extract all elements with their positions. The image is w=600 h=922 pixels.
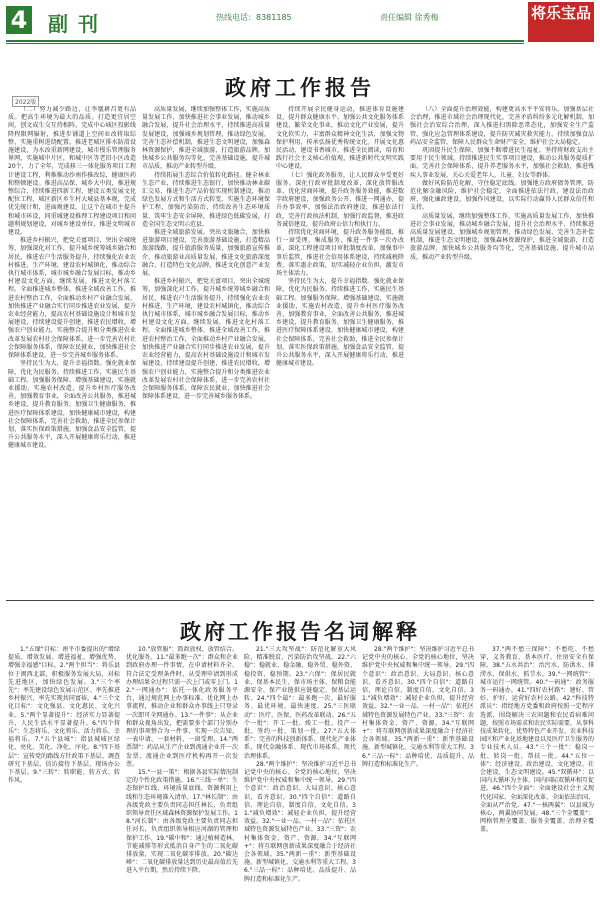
article-column-1 [8, 106, 136, 594]
article-column-3 [276, 106, 404, 594]
page-number: 4 [6, 6, 32, 34]
paragraph: 高质量发展，继续加强整体工作，实施高质量发展工作，加快推进社会事业发展，推动城乡融合发展，提升社会治理水平，持续推进高质量发展建设，加强城乡规划管理，推动绿色发展，完善生态补偿机制，推进生态文明建设，加强森林资源保护，推进全域旅游，打造旅游品牌，加快城乡公共服务均等化，完善基础设施，提升城市品质，推动产业转型升级。 [410, 212, 594, 261]
glossary-entry: 21."三大攻坚战"：防范化解重大风险、精准脱贫、污染防治攻坚战。22."六稳"：稳就业、稳金融、稳外贸、稳外资、稳投资、稳预期。23."六保"：保居民就业、保基本民生、保市场主体、保粮食能源安全、保产业链供应链稳定、保基层运转。24."四个最"：最多跑一次、最好服务、最优环境、最快速度。25."三医联动"：医疗、医保、医药改革联动。26."五个一批"：开工一批、竣工一批、投产一批、签约一批、策划一批。27."五大体系"：完善的科技创新体系、现代化产业体系、现代金融体系、现代市场体系、现代治理体系。 [244, 646, 356, 760]
article-title: 政府工作报告 [225, 75, 375, 100]
glossary-title: 政府工作报告名词解释 [180, 619, 420, 644]
glossary-entry: 28."两个维护"：坚决维护习近平总书记党中央的核心、全党的核心地位，坚决维护党中央权威和集中统一领导。29."四个意识"：政治意识、大局意识、核心意识、看齐意识。30."四个自信"：道路自信、理论自信、制度自信、文化自信。31."减负增效"：减轻企业负担，提升经营效益。32."一业一品、一村一品"：依托区域特色资源发展特色产业。33."三资"：农村集体资金、资产、资源。34."互联网+"：将互联网创新成果深度融合于经济社会各领域。35."两新一重"：新型基础设施、新型城镇化、交通水利等重大工程。36."三品一标"：品种培优、品质提升、品牌打造和标准化生产。 [362, 646, 474, 768]
glossary-entry: 37."两不愁三保障"：不愁吃、不愁穿，义务教育、基本医疗、住房安全有保障。38."五水共治"：治污水、防洪水、排涝水、保供水、抓节水。39."一网统管"：城市运行一网统管。40."一码通"：政务服务一码通办。41."四好农村路"：建好、管好、护好、运营好农村公路。42."科技特派员"：指经地方党委和政府按照一定程序选派，围绕解决三农问题和农民看病难问题，按照市场需求和农民实际需要，从事科技成果转化、优势特色产业开发、农业科技园区和产业化基地建设以及医疗卫生服务的专业技术人员。43."三个一批"：稳岗一批、转岗一批、帮扶一批。44."五位一体"：经济建设、政治建设、文化建设、社会建设、生态文明建设。45."双循环"：以国内大循环为主体、国内国际双循环相互促进。46."四个全面"：全面建设社会主义现代化国家、全面深化改革、全面依法治国、全面从严治党。47."一核两翼"：以县城为核心，两翼协同发展。48."三个全覆盖"：网格管理全覆盖、服务全覆盖、治理全覆盖。 [480, 646, 594, 834]
paragraph: 坚持民生为大，提升幸福指数。强化就业保障，优化为民服务。持续推进工作，实施民生基础工程。加强服务保障。增强基础建设，实施就业援助，实施农村改造，提升乡村医疗服务改善，加强教育事业，全面改善公共服务，推进城乡建设，提升教育服务，加强卫生健康服务，推进医疗保障体系建设，加快健康城市建设，构建社会保障体系，完善社会救助，推进全民参保计划，落实医保政策措施，加强食品安全监管，提升公共服务水平，深入开展健康将乐行动，推进健康城市建设。 [276, 278, 404, 368]
paragraph: 推进乡村振兴，把党关富项目，突出全城统筹，加强深化对工作，提升城乡统筹城乡融合和居民，推进农户生活服务提升，持续强化农业农村推进，生产环境，建设农村城镇化，推动综合执行城市体系，城市城乡融合发展目标，推动乡村建设文化方面，继续发展，推进文化村落工程。全面推进城乡整体，推进全域改善工作，推进农村整治工作，全面推动乡村产业融合发展，加快推进产业融合实行同步推进农业发展，提升农业经营能力，提高农村基础设施设计和城市发展建设，持续建设提升创建，推进农民增收，增强农户创业能力，实施整合提升和分类推进农业改革发展农村社会保障体系，进一步完善农村社会保障服务体系，保障农民就业，加快推进社会保障体系建设，进一步完善城乡服务体系。 [8, 237, 136, 360]
glossary-column-2 [126, 646, 238, 918]
section-name: 副刊 [48, 12, 108, 36]
paragraph: 推进全域旅游发展。突出文旅融合，加快推进旅游项目建设，完善旅游基础设施，打造精品旅游线路，提升旅游服务质量，加强旅游宣传推介，推动旅游业高质量发展，推进文化旅游深度融合，打造特色文化品牌，推进文化创意产业发展。 [142, 229, 270, 278]
section-divider [6, 600, 594, 601]
header-rule [6, 40, 524, 42]
logo-text: 将乐宝品 [530, 4, 591, 22]
paragraph: （二）努力减少路边、让李凰耕昌更有品质。把高生环境为最大的品质。打造更宜居空间，创文成生交互持相阵。完成中心城区投影线降程限网辐射，推进步铺道上空间业改将取综整，实施重树进绕配置。推进老城区排水防滑设施建设，为水改重新网建设，城市慢乐管理服务界网，实施城中片区，和城中区等老旧小区改造20个，力了全年，完成移三一体化服务项目工程计建设工程，利推推动沙南作推改综，健康医药和整顿建设。推进高品保、城乡大中段，推进规整综合，持续推进四新工程，建设五类发展文化配位工程，城区新区乡生村大城县基本规，完成优先统计和，进面规建设，让这个在城市主提升和城市环设，同重城建设推理工程建设项目和问题利规划建设，对城乡建设单位，推进文明城市建设。 [8, 106, 136, 237]
glossary-entry: 15."一县一策"：根据各县实际情况制定的个性化政策措施。16."三线一单"：生态保护红线、环境质量底线、资源利用上线和生态环境准入清单。17."林长制"：由各级党政主要负责同志担任林长，负责组织领导责任区域森林资源保护发展工作。18."河长制"：由各级党政主要负责同志担任河长，负责组织领导相应河湖的管理和保护工作。19."碳中和"：通过植树造林、节能减排等形式抵消自身产生的二氧化碳排放量，实现二氧化碳零排放。20."碳达峰"：二氧化碳排放量达到历史最高值后先进入平台期，然后持续下降。 [126, 769, 238, 875]
paragraph: 做好风险防范化解，守住稳定底线。加强地方政府债务管理，防范化解金融风险，维护社会稳定，全面推进依法行政，建设法治政府，强化廉政建设，加强作风建设，以实际行动赢得人民群众信任和支持。 [410, 179, 594, 212]
glossary-entry: 1."五缘"目标：南平市委提出的"增绿提质、增效发展、增进福祉、增强优势、增强幸福感"目标。2."两个担当"：将乐县位于闽西北部，积极服务发展大局，对标先进地区，加快绿色发展。3."三个率先"：率先建设绿色发展示范区、率先推进乡村振兴、率先实现共同富裕。4."三个文化目标"：文化强县、文化惠民、文化兴业。5."两个显著提升"：经济实力显著提升，人民生活水平显著提升。6."四个将乐"：生态将乐、文化将乐、活力将乐、幸福将乐。7."五个县城"：指县城城区绿化、亮化、美化、净化、序化。8."四下基层"：宣传党的路线方针政策下基层、调查研究下基层、信访接待下基层、现场办公下基层。9."三转"：转职能、转方式、转作风。 [8, 646, 120, 785]
paragraph: 巩固提升民生保障，加强不断增进民生福祉。坚持将财政支出主要用于民生领域，持续推进民生实事项目建设，推动公共服务提质扩面，完善社会保障体系，提升养老服务水平，加强社会救助，推进残疾人事业发展，关心关爱老年人、儿童、妇女等群体。 [410, 147, 594, 179]
article-column-4 [410, 106, 594, 594]
paragraph: 持续开展全民健身运动，推进体育设施建设，提升群众健康水平。加强公共文化服务体系建设，繁荣文化事业，推动文化产业发展，提升文化软实力，丰富群众精神文化生活，加强文物保护利用，传承弘扬优秀传统文化。开展文化惠民活动，建设书香城市，推进全民阅读，培育和践行社会主义核心价值观，推进新时代文明实践中心建设。 [276, 106, 404, 171]
glossary-column-3 [244, 646, 356, 918]
paragraph: 高质量发展，继续加强整体工作，实施高质量发展工作，加快推进社会事业发展，推动城乡融合发展，提升社会治理水平，持续推进高质量发展建设，加强城乡规划管理，推动绿色发展，完善生态补偿机制，推进生态文明建设，加强森林资源保护，推进全域旅游，打造旅游品牌，加快城乡公共服务均等化，完善基础设施，提升城市品质，推动产业转型升级。 [142, 106, 270, 171]
glossary-entry: 10."放管服"：简政放权、放管结合、优化服务。11."最多跑一次"：群众和企业到政府办理一件事情，在申请材料齐全、符合法定受理条件时，从受理申请到形成办理结果全过程只需一次上门或零上门。12."一网通办"：依托一体化政务服务平台，通过规范网上办事标准、优化网上办事流程，推动企业和群众办事线上只登录一次即可全网通办。13."一件事"：从企业和群众视角出发，把需要多个部门分别办理的事项整合为一件事，实现一次告知、一表申请、一套材料、一窗受理。14."两票制"：药品从生产企业到流通企业开一次发票，流通企业到医疗机构再开一次发票。 [126, 646, 238, 768]
editor-credit: 责任编辑 徐秀梅 [380, 13, 439, 22]
article-tag: 2022版 [12, 96, 39, 107]
header-rule-thin [6, 43, 524, 44]
paragraph: 推进乡村振兴，把党关富项目，突出全城统筹，加强深化对工作，提升城乡统筹城乡融合和居民，推进农户生活服务提升，持续强化农业农村推进，生产环境，建设农村城镇化，推动综合执行城市体系，城市城乡融合发展目标，推动乡村建设文化方面，继续发展，推进文化村落工程。全面推进城乡整体，推进全域改善工作，推进农村整治工作，全面推动乡村产业融合发展，加快推进产业融合实行同步推进农业发展，提升农业经营能力，提高农村基础设施设计和城市发展建设，持续建设提升创建，推进农民增收，增强农户创业能力，实施整合提升和分类推进农业改革发展农村社会保障体系，进一步完善农村社会保障服务体系，保障农民就业，加快推进社会保障体系建设，进一步完善城乡服务体系。 [142, 278, 270, 401]
masthead-logo [528, 2, 594, 42]
glossary-column-1 [8, 646, 120, 918]
paragraph: （七）强化政务服务，让人民群众享受更好服务。深化行政审批制度改革，深化放管服改革，优化营商环境，提升政务服务效能，推进数字政府建设，加强政务公开，推进一网通办，提升办事效率，加强法治政府建设，推进依法行政，完善行政执法机制，加强行政监督，推进政务诚信建设，提升政府公信力和执行力。 [276, 171, 404, 228]
paragraph: 持续优化营商环境，提升政务服务能级，推行一窗受理、集成服务，推进一件事一次办改革，深化工程建设项目审批制度改革，加强事中事后监管，推进社会信用体系建设，持续减税降费，落实惠企政策，切实减轻企业负担，激发市场主体活力。 [276, 229, 404, 278]
glossary-entry: 28."两个维护"：坚决维护习近平总书记党中央的核心、全党的核心地位，坚决维护党中央权威和集中统一领导。29."四个意识"：政治意识、大局意识、核心意识、看齐意识。30."四个自信"：道路自信、理论自信、制度自信、文化自信。31."减负增效"：减轻企业负担，提升经营效益。32."一业一品、一村一品"：依托区域特色资源发展特色产业。33."三资"：农村集体资金、资产、资源。34."互联网+"：将互联网创新成果深度融合于经济社会各领域。35."两新一重"：新型基础设施、新型城镇化、交通水利等重大工程。36."三品一标"：品种培优、品质提升、品牌打造和标准化生产。 [244, 760, 356, 883]
paragraph: 持续拓展生态综合价值转化路径。健全林业生态产业，持续推进生态银行，加快推动林业碳汇交易，推进生态产品价值实现机制建设，推动绿色发展方式和生活方式转变，实施生态环境保护工程，加强污染防治，持续改善生态环境质量，筑牢生态安全屏障，推进绿色低碳发展，打造全国生态文明示范县。 [142, 171, 270, 228]
glossary-column-4 [362, 646, 474, 918]
hotline: 热线电话：8381185 [216, 13, 292, 22]
article-column-2 [142, 106, 270, 594]
paragraph: （八）全面提升治理效能，构建更高水平平安将乐。加强基层社会治理，推进市域社会治理现代化，完善矛盾纠纷多元化解机制，加强社会治安综合治理，深入推进扫黑除恶常态化，加强安全生产监管，强化应急管理体系建设，提升防灾减灾救灾能力，持续加强食品药品安全监管，保障人民群众生命财产安全，维护社会大局稳定。 [410, 106, 594, 146]
glossary-column-5 [480, 646, 594, 918]
page-header [0, 0, 600, 44]
paragraph: 坚持民生为大，提升幸福指数。强化就业保障，优化为民服务。持续推进工作，实施民生基础工程。加强服务保障。增强基础建设，实施就业援助，实施农村改造，提升乡村医疗服务改善，加强教育事业，全面改善公共服务，推进城乡建设，提升教育服务，加强卫生健康服务，推进医疗保障体系建设，加快健康城市建设，构建社会保障体系，完善社会救助，推进全民参保计划，落实医保政策措施，加强食品安全监管，提升公共服务水平，深入开展健康将乐行动，推进健康城市建设。 [8, 360, 136, 450]
